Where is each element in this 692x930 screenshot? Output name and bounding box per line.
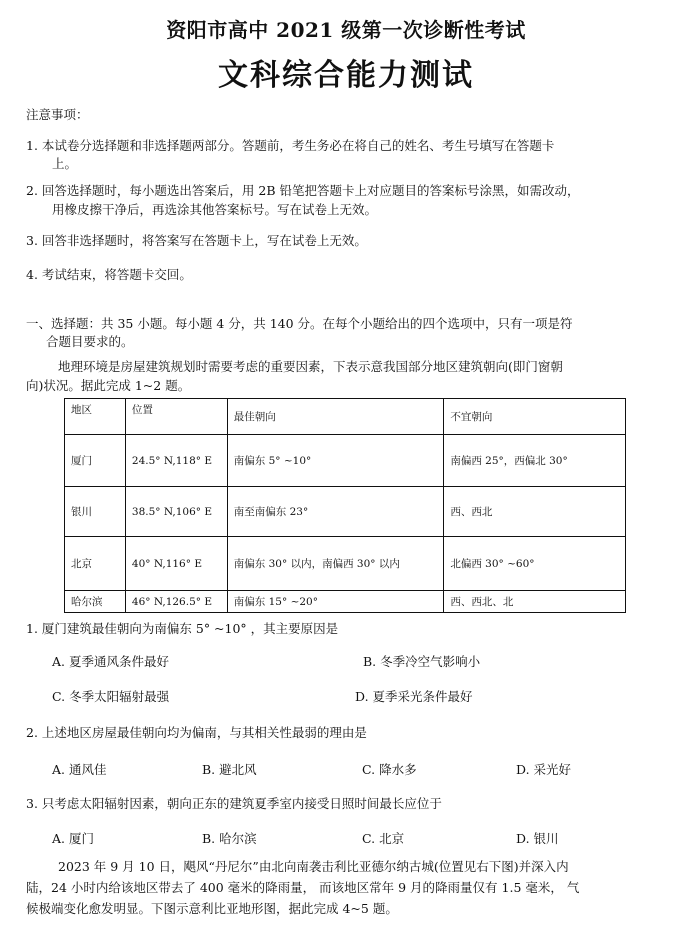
notice-4: 4. 考试结束，将答题卡交回。 — [26, 267, 192, 282]
question-2-stem: 2. 上述地区房屋最佳朝向均为偏南，与其相关性最弱的理由是 — [26, 725, 367, 740]
table-cell: 哈尔滨 — [65, 591, 126, 613]
table-cell: 西、西北、北 — [444, 591, 626, 613]
notice-heading: 注意事项： — [26, 107, 89, 122]
question-3-option-c: C. 北京 — [362, 831, 405, 846]
table-cell: 24.5° N,118° E — [125, 435, 227, 487]
question-1-option-b: B. 冬季冷空气影响小 — [363, 654, 481, 669]
question-1-option-a: A. 夏季通风条件最好 — [52, 654, 169, 669]
question-3-stem: 3. 只考虑太阳辐射因素，朝向正东的建筑夏季室内接受日照时间最长应位于 — [26, 796, 442, 811]
notice-1-cont: 上。 — [52, 156, 78, 171]
orientation-table — [64, 398, 626, 613]
question-3-option-d: D. 银川 — [516, 831, 559, 846]
table-cell: 46° N,126.5° E — [125, 591, 227, 613]
intro-2: 2023 年 9 月 10 日，飓风“丹尼尔”由北向南袭击利比亚德尔纳古城(位置见右下图)并深入内 — [58, 859, 569, 874]
notice-3: 3. 回答非选择题时，将答案写在答题卡上，写在试卷上无效。 — [26, 233, 367, 248]
table-cell: 40° N,116° E — [125, 537, 227, 591]
table-cell: 38.5° N,106° E — [125, 487, 227, 537]
table-cell: 南偏西 25°，西偏北 30° — [444, 435, 626, 487]
table-header: 不宜朝向 — [444, 399, 626, 435]
table-cell: 南至南偏东 23° — [227, 487, 444, 537]
table-header-row — [65, 399, 626, 435]
table-row — [65, 487, 626, 537]
notice-1: 1. 本试卷分选择题和非选择题两部分。答题前，考生务必在将自己的姓名、考生号填写在答题卡 — [26, 138, 555, 153]
table-cell: 南偏东 5° ~10° — [227, 435, 444, 487]
question-2-option-b: B. 避北风 — [202, 762, 257, 777]
table-cell: 西、西北 — [444, 487, 626, 537]
exam-title-line1: 资阳市高中 2021 级第一次诊断性考试 — [166, 18, 526, 42]
notice-2: 2. 回答选择题时，每小题选出答案后，用 2B 铅笔把答题卡上对应题目的答案标号涂黑，如需改动， — [26, 183, 580, 198]
table-header: 地区 — [65, 399, 126, 435]
exam-title-line2: 文科综合能力测试 — [218, 58, 474, 93]
table-cell: 北京 — [65, 537, 126, 591]
intro-2-cont1: 陆，24 小时内给该地区带去了 400 毫米的降雨量， 而该地区常年 9 月的降雨量仅有 1.5 毫米， 气 — [26, 880, 580, 895]
question-3-option-a: A. 厦门 — [52, 831, 94, 846]
section-heading: 一、选择题：共 35 小题。每小题 4 分，共 140 分。在每个小题给出的四个选项中，只有一项是符 — [26, 316, 573, 331]
section-heading-cont: 合题目要求的。 — [46, 334, 134, 349]
table-header: 位置 — [125, 399, 227, 435]
table-cell: 南偏东 30° 以内，南偏西 30° 以内 — [227, 537, 444, 591]
question-1-stem: 1. 厦门建筑最佳朝向为南偏东 5° ~10° ，其主要原因是 — [26, 621, 339, 636]
question-1-option-c: C. 冬季太阳辐射最强 — [52, 689, 170, 704]
table-header: 最佳朝向 — [227, 399, 444, 435]
question-2-option-d: D. 采光好 — [516, 762, 572, 777]
question-2-option-c: C. 降水多 — [362, 762, 417, 777]
table-cell: 南偏东 15° ~20° — [227, 591, 444, 613]
table-row — [65, 435, 626, 487]
intro-1: 地理环境是房屋建筑规划时需要考虑的重要因素，下表示意我国部分地区建筑朝向(即门窗朝 — [58, 359, 563, 374]
question-3-option-b: B. 哈尔滨 — [202, 831, 257, 846]
table-cell: 北偏西 30° ~60° — [444, 537, 626, 591]
question-2-option-a: A. 通风佳 — [52, 762, 107, 777]
table-row — [65, 591, 626, 613]
intro-1-cont: 向)状况。据此完成 1~2 题。 — [26, 378, 191, 393]
table-cell: 厦门 — [65, 435, 126, 487]
intro-2-cont2: 候极端变化愈发明显。下图示意利比亚地形图，据此完成 4~5 题。 — [26, 901, 398, 916]
question-1-option-d: D. 夏季采光条件最好 — [355, 689, 473, 704]
table-row — [65, 537, 626, 591]
notice-2-cont: 用橡皮擦干净后，再选涂其他答案标号。写在试卷上无效。 — [52, 202, 378, 217]
table-cell: 银川 — [65, 487, 126, 537]
